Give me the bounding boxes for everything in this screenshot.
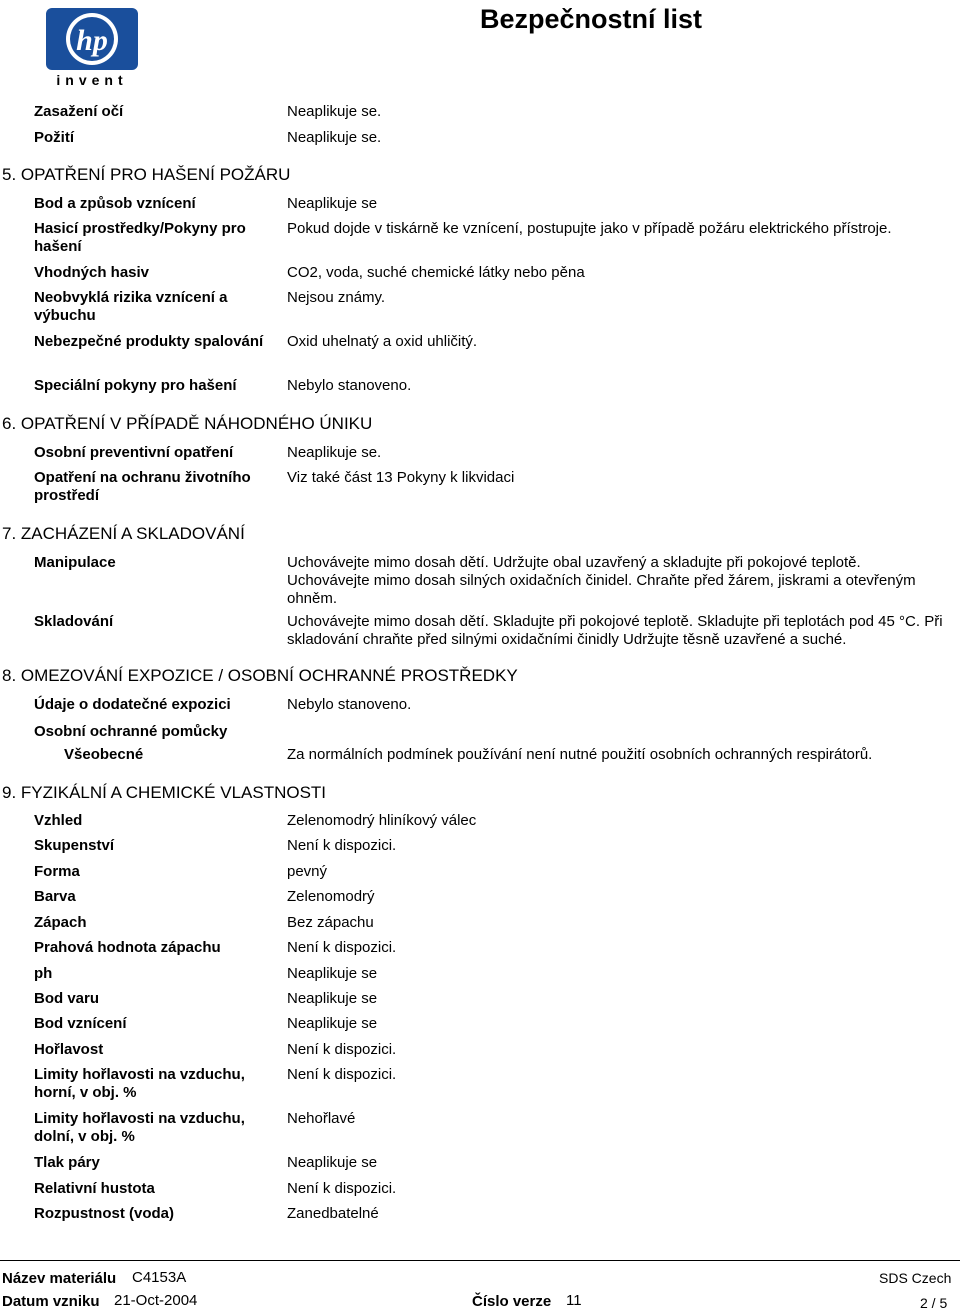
row-value: Není k dispozici.: [287, 1066, 397, 1083]
row-value: Neaplikuje se.: [287, 103, 382, 120]
row-label: Bod a způsob vznícení: [34, 195, 196, 212]
section-5-heading: 5. OPATŘENÍ PRO HAŠENÍ POŽÁRU: [2, 165, 291, 184]
row-label: Zápach: [34, 914, 87, 931]
row-label: Bod vznícení: [34, 1015, 127, 1032]
hp-logo: [44, 6, 140, 88]
footer-version-value: 11: [566, 1292, 582, 1309]
row-value: Zelenomodrý hliníkový válec: [287, 812, 477, 829]
row-label: ph: [34, 965, 53, 982]
row-label: Skupenství: [34, 837, 115, 854]
row-label: Neobvyklá rizika vznícení a výbuchu: [34, 289, 228, 324]
row-label: Bod varu: [34, 990, 100, 1007]
row-value: Neaplikuje se.: [287, 444, 382, 461]
row-label: Barva: [34, 888, 76, 905]
footer-material-label: Název materiálu: [2, 1270, 117, 1287]
row-value: Neaplikuje se: [287, 195, 378, 212]
row-value: Oxid uhelnatý a oxid uhličitý.: [287, 333, 478, 350]
row-label: Speciální pokyny pro hašení: [34, 377, 237, 394]
row-label: Prahová hodnota zápachu: [34, 939, 221, 956]
row-label: Požití: [34, 129, 74, 146]
row-label: Tlak páry: [34, 1154, 100, 1171]
row-label: Rozpustnost (voda): [34, 1205, 174, 1222]
footer-divider: [0, 1260, 960, 1261]
row-label: Nebezpečné produkty spalování: [34, 333, 264, 350]
footer-date-label: Datum vzniku: [2, 1293, 100, 1310]
row-label: Osobní ochranné pomůcky: [34, 723, 228, 740]
row-value: Uchovávejte mimo dosah dětí. Skladujte při pokojové teplotě. Skladujte při teplotách pod 45 °C. Při skladování chraňte před silnými oxidačními činidly Udržujte těsně uzavřené a suché.: [287, 613, 943, 648]
row-label: Limity hořlavosti na vzduchu, dolní, v obj. %: [34, 1110, 245, 1145]
row-label: Údaje o dodatečné expozici: [34, 696, 231, 713]
row-value: Nebylo stanoveno.: [287, 377, 412, 394]
row-value: Není k dispozici.: [287, 837, 397, 854]
row-value: Neaplikuje se: [287, 1015, 378, 1032]
row-value: Není k dispozici.: [287, 1041, 397, 1058]
footer-sds-language: SDS Czech: [879, 1270, 952, 1286]
row-value: Neaplikuje se: [287, 1154, 378, 1171]
row-label: Relativní hustota: [34, 1180, 155, 1197]
row-label: Skladování: [34, 613, 114, 630]
section-8-heading: 8. OMEZOVÁNÍ EXPOZICE / OSOBNÍ OCHRANNÉ PROSTŘEDKY: [2, 666, 518, 685]
row-value: CO2, voda, suché chemické látky nebo pěna: [287, 264, 585, 281]
row-label: Vhodných hasiv: [34, 264, 150, 281]
row-value: Viz také část 13 Pokyny k likvidaci: [287, 469, 515, 486]
row-label: Všeobecné: [64, 746, 144, 763]
row-label: Vzhled: [34, 812, 83, 829]
row-value: Nebylo stanoveno.: [287, 696, 412, 713]
row-label: Opatření na ochranu životního prostředí: [34, 469, 251, 504]
row-value: Bez zápachu: [287, 914, 374, 931]
row-value: Uchovávejte mimo dosah dětí. Udržujte obal uzavřený a skladujte při pokojové teplotě. Uchovávejte mimo dosah silných oxidačních činidel. Chraňte před žárem, jiskrami a otevřeným ohněm.: [287, 554, 916, 607]
row-value: Zanedbatelné: [287, 1205, 379, 1222]
row-label: Hasicí prostředky/Pokyny pro hašení: [34, 220, 246, 255]
document-title: Bezpečnostní list: [480, 4, 703, 34]
footer-version-label: Číslo verze: [472, 1293, 552, 1310]
row-value: Neaplikuje se: [287, 965, 378, 982]
row-value: Za normálních podmínek používání není nutné použití osobních ochranných respirátorů.: [287, 746, 873, 763]
section-6-heading: 6. OPATŘENÍ V PŘÍPADĚ NÁHODNÉHO ÚNIKU: [2, 414, 373, 433]
footer-date-value: 21-Oct-2004: [114, 1292, 198, 1309]
logo-tagline: invent: [56, 72, 128, 88]
row-value: Neaplikuje se: [287, 990, 378, 1007]
row-label: Hořlavost: [34, 1041, 104, 1058]
row-value: Pokud dojde v tiskárně ke vznícení, postupujte jako v případě požáru elektrického přístroje.: [287, 220, 892, 237]
row-label: Manipulace: [34, 554, 116, 571]
row-value: Není k dispozici.: [287, 1180, 397, 1197]
footer-page-number: 2 / 5: [920, 1295, 948, 1311]
row-label: Osobní preventivní opatření: [34, 444, 234, 461]
row-value: Neaplikuje se.: [287, 129, 382, 146]
row-value: Nejsou známy.: [287, 289, 386, 306]
row-value: Není k dispozici.: [287, 939, 397, 956]
footer-material-value: C4153A: [132, 1269, 187, 1286]
row-label: Limity hořlavosti na vzduchu, horní, v obj. %: [34, 1066, 245, 1101]
row-value: Nehořlavé: [287, 1110, 356, 1127]
section-9-heading: 9. FYZIKÁLNÍ A CHEMICKÉ VLASTNOSTI: [2, 783, 327, 802]
row-label: Zasažení očí: [34, 103, 124, 120]
logo-hp-text: hp: [76, 24, 108, 57]
row-label: Forma: [34, 863, 80, 880]
row-value: pevný: [287, 863, 328, 880]
section-7-heading: 7. ZACHÁZENÍ A SKLADOVÁNÍ: [2, 524, 245, 543]
row-value: Zelenomodrý: [287, 888, 375, 905]
